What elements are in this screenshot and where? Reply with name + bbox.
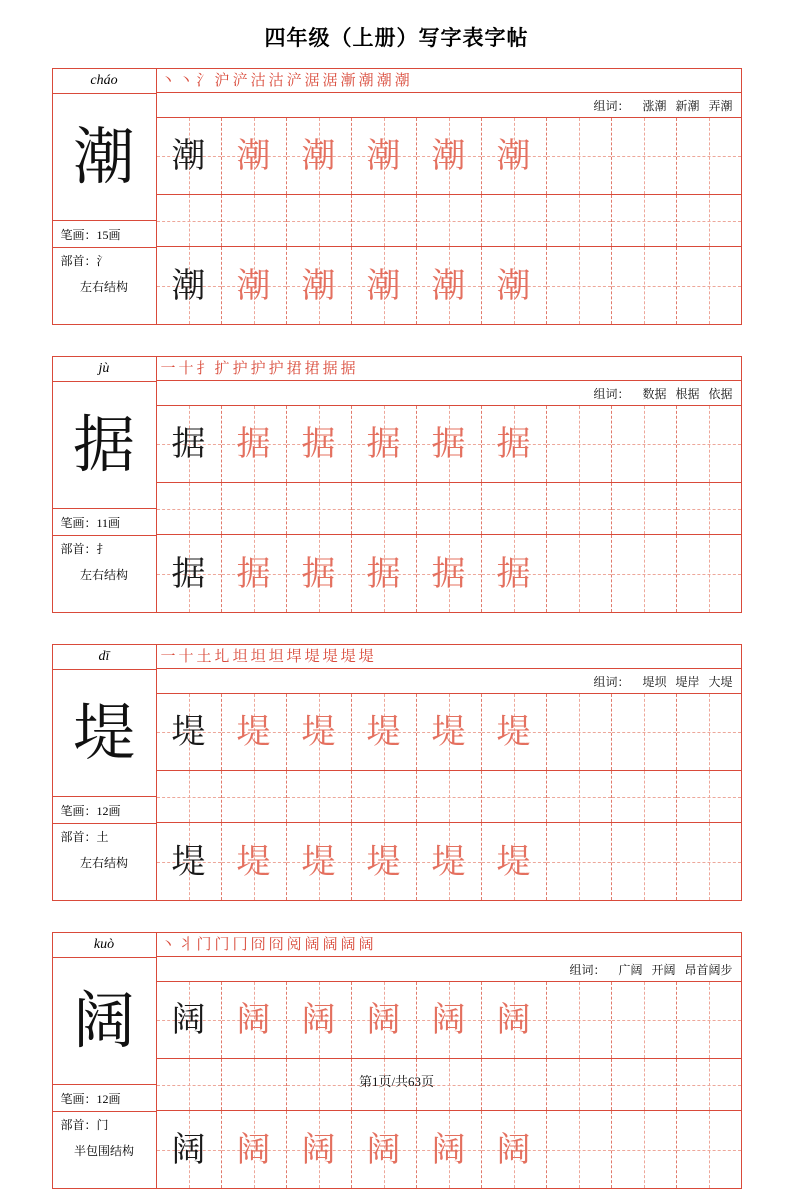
practice-row xyxy=(157,535,741,612)
stroke-order-step: 护 xyxy=(232,359,248,377)
practice-cell[interactable] xyxy=(222,694,287,770)
practice-cell[interactable] xyxy=(352,694,417,770)
stroke-order-step: 冂 xyxy=(232,935,248,953)
practice-cell[interactable] xyxy=(417,247,482,324)
practice-cell[interactable] xyxy=(222,1111,287,1188)
stroke-order-step: 阔 xyxy=(340,935,356,953)
stroke-order-step: 潮 xyxy=(376,71,392,89)
practice-cell[interactable] xyxy=(612,118,677,194)
trace-character: 潮 xyxy=(301,136,336,176)
stroke-order-step: 潮 xyxy=(358,71,374,89)
practice-cell[interactable] xyxy=(677,535,741,612)
words-row xyxy=(157,93,741,118)
trace-character: 据 xyxy=(431,553,466,594)
stroke-order-step: 圠 xyxy=(214,647,230,665)
pinyin: dī xyxy=(53,645,156,670)
practice-cell[interactable] xyxy=(612,694,677,770)
stroke-order-step: 扌 xyxy=(196,359,212,377)
practice-cell[interactable] xyxy=(417,195,482,246)
practice-cell[interactable] xyxy=(287,118,352,194)
practice-cell[interactable] xyxy=(287,823,352,900)
radical: 部首：门 xyxy=(60,1118,109,1132)
trace-character: 据 xyxy=(496,553,531,594)
practice-cell[interactable] xyxy=(482,247,547,324)
model-character-cell xyxy=(53,958,156,1085)
practice-cell[interactable] xyxy=(482,535,547,612)
trace-character: 堤 xyxy=(236,712,271,752)
practice-cell[interactable] xyxy=(287,483,352,534)
word-item: 广阔 xyxy=(618,962,643,977)
character-info-column xyxy=(53,357,157,612)
example-character: 阔 xyxy=(171,1129,206,1170)
stroke-order-step: 氵 xyxy=(196,71,212,89)
practice-cell[interactable] xyxy=(547,823,612,900)
words-row xyxy=(157,381,741,406)
practice-cell[interactable] xyxy=(157,823,222,900)
practice-cell[interactable] xyxy=(157,1111,222,1188)
practice-row xyxy=(157,694,741,771)
stroke-order-step: 冏 xyxy=(250,935,266,953)
practice-cell[interactable] xyxy=(157,406,222,482)
stroke-order-step: 阔 xyxy=(304,935,320,953)
character-info-column xyxy=(53,69,157,324)
practice-cell[interactable] xyxy=(352,771,417,822)
example-character: 阔 xyxy=(171,1000,206,1040)
trace-character: 阔 xyxy=(366,1129,401,1170)
practice-area xyxy=(157,69,741,324)
radical: 部首：氵 xyxy=(60,254,109,268)
practice-cell[interactable] xyxy=(547,118,612,194)
stroke-order-step: 堤 xyxy=(304,647,320,665)
practice-cell[interactable] xyxy=(482,823,547,900)
trace-character: 据 xyxy=(366,424,401,464)
practice-cell[interactable] xyxy=(612,247,677,324)
trace-character: 据 xyxy=(236,553,271,594)
practice-cell[interactable] xyxy=(482,195,547,246)
practice-cell[interactable] xyxy=(157,771,222,822)
practice-row xyxy=(157,195,741,247)
practice-row xyxy=(157,483,741,535)
practice-cell[interactable] xyxy=(482,982,547,1058)
stroke-order-step: 坦 xyxy=(268,647,284,665)
stroke-order-row xyxy=(157,645,741,669)
trace-character: 堤 xyxy=(301,841,336,882)
practice-cell[interactable] xyxy=(417,982,482,1058)
stroke-order-step: 潮 xyxy=(394,71,410,89)
practice-cell[interactable] xyxy=(677,195,741,246)
practice-cell[interactable] xyxy=(482,694,547,770)
trace-character: 阔 xyxy=(236,1000,271,1040)
practice-cell[interactable] xyxy=(547,694,612,770)
character-sheet xyxy=(52,356,742,613)
practice-cell[interactable] xyxy=(287,406,352,482)
word-item: 涨潮 xyxy=(642,98,667,113)
stroke-count: 笔画：12画 xyxy=(53,1085,156,1112)
practice-cell[interactable] xyxy=(157,982,222,1058)
practice-row xyxy=(157,118,741,195)
stroke-order-step: 十 xyxy=(178,359,194,377)
practice-cell[interactable] xyxy=(417,771,482,822)
practice-cell[interactable] xyxy=(417,406,482,482)
model-character: 堤 xyxy=(72,696,135,769)
practice-row xyxy=(157,1111,741,1188)
trace-character: 堤 xyxy=(236,841,271,882)
practice-cell[interactable] xyxy=(222,771,287,822)
practice-cell[interactable] xyxy=(677,118,741,194)
practice-cell[interactable] xyxy=(287,982,352,1058)
practice-cell[interactable] xyxy=(352,483,417,534)
practice-cell[interactable] xyxy=(287,535,352,612)
stroke-order-step: 护 xyxy=(250,359,266,377)
practice-cell[interactable] xyxy=(547,535,612,612)
practice-cell[interactable] xyxy=(677,483,741,534)
stroke-order-step: 坦 xyxy=(232,647,248,665)
trace-character: 据 xyxy=(301,553,336,594)
practice-area xyxy=(157,357,741,612)
practice-cell[interactable] xyxy=(287,694,352,770)
stroke-order-step: 沽 xyxy=(250,71,266,89)
practice-cell[interactable] xyxy=(547,195,612,246)
practice-row xyxy=(157,982,741,1059)
character-structure: 半包围结构 xyxy=(73,1143,134,1158)
pinyin: cháo xyxy=(53,69,156,94)
trace-character: 阔 xyxy=(301,1129,336,1170)
trace-character: 堤 xyxy=(496,712,531,752)
trace-character: 潮 xyxy=(496,136,531,176)
stroke-order-step: 十 xyxy=(178,647,194,665)
trace-character: 堤 xyxy=(431,712,466,752)
trace-character: 据 xyxy=(431,424,466,464)
trace-character: 潮 xyxy=(236,136,271,176)
character-sheet xyxy=(52,932,742,1189)
example-character: 潮 xyxy=(171,136,206,176)
example-character: 潮 xyxy=(171,265,206,306)
practice-cell[interactable] xyxy=(677,247,741,324)
stroke-order-step: 沪 xyxy=(214,71,230,89)
practice-cell[interactable] xyxy=(222,406,287,482)
stroke-order-step: 据 xyxy=(322,359,338,377)
character-structure: 左右结构 xyxy=(79,279,128,294)
pinyin: kuò xyxy=(53,933,156,958)
stroke-order-step: 土 xyxy=(196,647,212,665)
practice-cell[interactable] xyxy=(417,1111,482,1188)
stroke-order-row xyxy=(157,933,741,957)
practice-cell[interactable] xyxy=(677,771,741,822)
practice-cell[interactable] xyxy=(222,823,287,900)
stroke-order-step: 捃 xyxy=(286,359,302,377)
practice-cell[interactable] xyxy=(482,771,547,822)
stroke-order-step: 坦 xyxy=(250,647,266,665)
practice-cell[interactable] xyxy=(417,694,482,770)
stroke-order-step: 浐 xyxy=(232,71,248,89)
stroke-order-step: 丬 xyxy=(178,935,194,953)
trace-character: 潮 xyxy=(431,265,466,306)
trace-character: 阔 xyxy=(301,1000,336,1040)
trace-character: 阔 xyxy=(236,1129,271,1170)
trace-character: 阔 xyxy=(431,1129,466,1170)
model-character-cell xyxy=(53,94,156,221)
stroke-order-step: 浐 xyxy=(286,71,302,89)
character-sheet xyxy=(52,68,742,325)
stroke-order-step: 一 xyxy=(160,359,176,377)
character-sheet xyxy=(52,644,742,901)
stroke-order-step: 阔 xyxy=(358,935,374,953)
trace-character: 据 xyxy=(236,424,271,464)
words-label: 组词： xyxy=(593,674,630,689)
practice-row xyxy=(157,771,741,823)
stroke-order-step: 涺 xyxy=(322,71,338,89)
stroke-order-step: 扩 xyxy=(214,359,230,377)
words-row xyxy=(157,957,741,982)
stroke-order-step: 沽 xyxy=(268,71,284,89)
practice-cell[interactable] xyxy=(547,1111,612,1188)
trace-character: 阔 xyxy=(431,1000,466,1040)
stroke-order-step: 捃 xyxy=(304,359,320,377)
practice-cell[interactable] xyxy=(157,483,222,534)
word-item: 数据 xyxy=(642,386,667,401)
practice-cell[interactable] xyxy=(482,483,547,534)
practice-cell[interactable] xyxy=(547,483,612,534)
practice-cell[interactable] xyxy=(612,483,677,534)
trace-character: 堤 xyxy=(366,841,401,882)
trace-character: 堤 xyxy=(431,841,466,882)
stroke-order-step: 据 xyxy=(340,359,356,377)
practice-cell[interactable] xyxy=(222,483,287,534)
practice-cell[interactable] xyxy=(547,247,612,324)
practice-cell[interactable] xyxy=(612,982,677,1058)
word-item: 昂首阔步 xyxy=(684,962,733,977)
words-row xyxy=(157,669,741,694)
trace-character: 阔 xyxy=(496,1129,531,1170)
practice-cell[interactable] xyxy=(352,406,417,482)
practice-cell[interactable] xyxy=(547,406,612,482)
model-character: 据 xyxy=(72,408,135,481)
stroke-order-step: 护 xyxy=(268,359,284,377)
trace-character: 阔 xyxy=(496,1000,531,1040)
practice-cell[interactable] xyxy=(547,982,612,1058)
practice-cell[interactable] xyxy=(417,483,482,534)
stroke-order-step: 堤 xyxy=(322,647,338,665)
practice-cell[interactable] xyxy=(612,195,677,246)
practice-cell[interactable] xyxy=(677,982,741,1058)
practice-cell[interactable] xyxy=(352,118,417,194)
practice-cell[interactable] xyxy=(482,118,547,194)
stroke-order-step: 门 xyxy=(196,935,212,953)
practice-cell[interactable] xyxy=(417,118,482,194)
trace-character: 潮 xyxy=(301,265,336,306)
practice-cell[interactable] xyxy=(352,195,417,246)
practice-area xyxy=(157,933,741,1188)
practice-row xyxy=(157,247,741,324)
practice-area xyxy=(157,645,741,900)
example-character: 堤 xyxy=(171,841,206,882)
character-structure: 左右结构 xyxy=(79,855,128,870)
words-label: 组词： xyxy=(569,962,606,977)
practice-cell[interactable] xyxy=(482,1111,547,1188)
practice-cell[interactable] xyxy=(417,535,482,612)
stroke-order-step: 一 xyxy=(160,647,176,665)
practice-cell[interactable] xyxy=(612,535,677,612)
character-info-column xyxy=(53,645,157,900)
stroke-order-step: 阔 xyxy=(322,935,338,953)
practice-cell[interactable] xyxy=(222,247,287,324)
practice-cell[interactable] xyxy=(222,535,287,612)
stroke-order-step: 堤 xyxy=(340,647,356,665)
stroke-order-row xyxy=(157,69,741,93)
trace-character: 堤 xyxy=(366,712,401,752)
stroke-order-step: 涺 xyxy=(304,71,320,89)
practice-cell[interactable] xyxy=(352,247,417,324)
practice-cell[interactable] xyxy=(287,247,352,324)
practice-cell[interactable] xyxy=(287,771,352,822)
trace-character: 堤 xyxy=(301,712,336,752)
words-label: 组词： xyxy=(593,98,630,113)
model-character: 潮 xyxy=(72,120,135,193)
word-item: 开阔 xyxy=(651,962,676,977)
practice-cell[interactable] xyxy=(157,118,222,194)
practice-cell[interactable] xyxy=(222,195,287,246)
stroke-order-step: 冏 xyxy=(268,935,284,953)
practice-row xyxy=(157,406,741,483)
model-character: 阔 xyxy=(72,984,135,1057)
trace-character: 据 xyxy=(366,553,401,594)
practice-cell[interactable] xyxy=(157,247,222,324)
practice-cell[interactable] xyxy=(352,535,417,612)
practice-cell[interactable] xyxy=(417,823,482,900)
trace-character: 阔 xyxy=(366,1000,401,1040)
practice-cell[interactable] xyxy=(612,406,677,482)
character-info-column xyxy=(53,933,157,1188)
trace-character: 潮 xyxy=(366,136,401,176)
word-item: 弄潮 xyxy=(708,98,733,113)
practice-cell[interactable] xyxy=(677,1111,741,1188)
practice-cell[interactable] xyxy=(222,982,287,1058)
practice-cell[interactable] xyxy=(287,1111,352,1188)
model-character-cell xyxy=(53,670,156,797)
practice-cell[interactable] xyxy=(287,195,352,246)
example-character: 据 xyxy=(171,424,206,464)
trace-character: 潮 xyxy=(236,265,271,306)
stroke-order-step: 门 xyxy=(214,935,230,953)
page-footer: 第1页/共63页 xyxy=(358,1074,435,1089)
words-label: 组词： xyxy=(593,386,630,401)
trace-character: 堤 xyxy=(496,841,531,882)
practice-cell[interactable] xyxy=(677,694,741,770)
stroke-order-step: 堤 xyxy=(358,647,374,665)
word-item: 根据 xyxy=(675,386,700,401)
practice-cell[interactable] xyxy=(677,406,741,482)
radical: 部首：扌 xyxy=(60,542,109,556)
practice-cell[interactable] xyxy=(547,771,612,822)
trace-character: 潮 xyxy=(496,265,531,306)
stroke-count: 笔画：11画 xyxy=(53,509,156,536)
word-item: 依据 xyxy=(708,386,733,401)
radical: 部首：土 xyxy=(60,830,109,844)
practice-cell[interactable] xyxy=(677,823,741,900)
stroke-order-step: 丶 xyxy=(160,935,176,953)
word-item: 堤岸 xyxy=(675,674,700,689)
character-structure: 左右结构 xyxy=(79,567,128,582)
word-item: 堤坝 xyxy=(642,674,667,689)
trace-character: 据 xyxy=(496,424,531,464)
practice-cell[interactable] xyxy=(612,1111,677,1188)
stroke-order-row xyxy=(157,357,741,381)
trace-character: 潮 xyxy=(431,136,466,176)
practice-cell[interactable] xyxy=(157,195,222,246)
example-character: 据 xyxy=(171,553,206,594)
stroke-order-step: 丶 xyxy=(178,71,194,89)
example-character: 堤 xyxy=(171,712,206,752)
word-item: 新潮 xyxy=(675,98,700,113)
trace-character: 潮 xyxy=(366,265,401,306)
practice-cell[interactable] xyxy=(157,535,222,612)
practice-cell[interactable] xyxy=(157,694,222,770)
trace-character: 据 xyxy=(301,424,336,464)
stroke-order-step: 丶 xyxy=(160,71,176,89)
practice-cell[interactable] xyxy=(612,823,677,900)
stroke-order-step: 漸 xyxy=(340,71,356,89)
stroke-order-step: 阅 xyxy=(286,935,302,953)
practice-cell[interactable] xyxy=(352,823,417,900)
model-character-cell xyxy=(53,382,156,509)
stroke-order-step: 垾 xyxy=(286,647,302,665)
sheet-list xyxy=(0,68,793,1189)
practice-cell[interactable] xyxy=(352,982,417,1058)
pinyin: jù xyxy=(53,357,156,382)
stroke-count: 笔画：12画 xyxy=(53,797,156,824)
stroke-count: 笔画：15画 xyxy=(53,221,156,248)
practice-cell[interactable] xyxy=(612,771,677,822)
practice-row xyxy=(157,823,741,900)
practice-cell[interactable] xyxy=(222,118,287,194)
practice-cell[interactable] xyxy=(482,406,547,482)
word-item: 大堤 xyxy=(708,674,733,689)
practice-cell[interactable] xyxy=(352,1111,417,1188)
page-title: 四年级（上册）写字表字帖 xyxy=(264,26,529,50)
